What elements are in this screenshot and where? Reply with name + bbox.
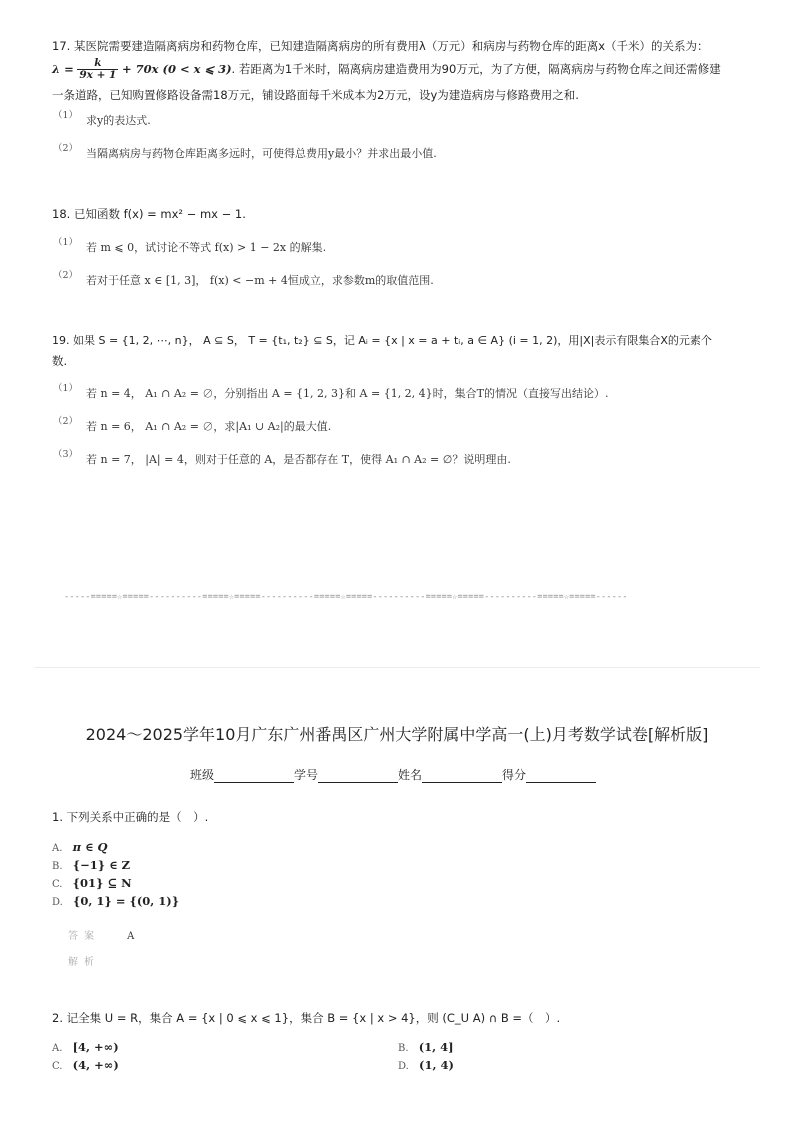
option-text: (1, 4) [419, 1058, 454, 1072]
q1-option-b [52, 854, 130, 873]
q19-sub1-num: （1） [53, 383, 79, 394]
q17-line2-rest: . 若距离为1千米时，隔离病房建造费用为90万元，为了方便，隔离病房与药物仓库之间还需修建 [231, 62, 721, 76]
answer-value: A [127, 931, 135, 942]
option-text: [4, +∞) [72, 1040, 119, 1054]
option-letter: A. [52, 843, 63, 854]
option-letter: B. [52, 861, 63, 872]
q2-option-d [398, 1054, 454, 1073]
q1-stem: 1. 下列关系中正确的是（ ）. [52, 810, 209, 824]
q19-sub3-num: （3） [53, 449, 79, 460]
q17-line1: 17. 某医院需要建造隔离病房和药物仓库，已知建造隔离病房的所有费用λ（万元）和病房与药物仓库的距离x（千米）的关系为： [52, 39, 709, 53]
q18-sub2-text: 若对于任意 x ∈ [1, 3]， f(x) < −m + 4恒成立，求参数m的取值范围. [86, 274, 434, 287]
exam-title: 2024～2025学年10月广东广州番禺区广州大学附属中学高一(上)月考数学试卷[解析版] [85, 725, 709, 744]
class-blank [214, 768, 294, 783]
q17-formula-rest: + 70x (0 < x ⩽ 3) [122, 62, 232, 76]
q2-option-b [398, 1036, 454, 1055]
q17-sub1-text: 求y的表达式. [86, 114, 151, 127]
q17-formula-lhs: λ = [52, 62, 74, 76]
q19-sub3-text: 若 n = 7， |A| = 4，则对于任意的 A，是否都存在 T，使得 A₁ ∩ A₂ = ∅？说明理由. [86, 453, 511, 466]
q17-formula-line [52, 58, 721, 81]
q18-sub1-text: 若 m ⩽ 0，试讨论不等式 f(x) > 1 − 2x 的解集. [86, 241, 327, 254]
q1-option-a [52, 836, 108, 855]
q17-sub1-num: （1） [53, 110, 79, 121]
q19-sub2-text: 若 n = 6， A₁ ∩ A₂ = ∅，求|A₁ ∪ A₂|的最大值. [86, 420, 332, 433]
option-text: π ∈ Q [72, 840, 108, 854]
option-letter: A. [52, 1043, 63, 1054]
q1-option-d [52, 890, 179, 909]
q19-sub1-text: 若 n = 4， A₁ ∩ A₂ = ∅，分别指出 A = {1, 2, 3}和 A = {1, 2, 4}时，集合T的情况（直接写出结论）. [86, 387, 609, 400]
option-text: {01} ⊆ N [72, 876, 132, 890]
option-letter: C. [52, 879, 63, 890]
q19-sub2-num: （2） [53, 416, 79, 427]
analysis-label: 解析 [68, 957, 100, 968]
q19-line1: 19. 如果 S = {1, 2, ⋯, n}， A ⊆ S， T = {t₁, t₂} ⊆ S，记 Aᵢ = {x | x = a + tᵢ, a ∈ A} (i = 1, 2)，用|X|表示有限集合X的元素个 [52, 334, 712, 347]
q17-frac-den: 9x + 1 [79, 69, 117, 81]
q17-frac-num: k [94, 57, 102, 69]
option-letter: D. [398, 1061, 409, 1072]
option-text: (4, +∞) [72, 1058, 119, 1072]
option-text: {0, 1} = {(0, 1)} [73, 894, 180, 908]
q2-stem: 2. 记全集 U = R，集合 A = {x | 0 ⩽ x ⩽ 1}，集合 B = {x | x > 4}，则 (C_U A) ∩ B =（ ）. [52, 1011, 561, 1025]
option-letter: C. [52, 1061, 63, 1072]
score-blank [526, 768, 596, 783]
q17-sub2-text: 当隔离病房与药物仓库距离多远时，可使得总费用y最小？并求出最小值. [86, 147, 437, 160]
student-info-line [190, 766, 596, 783]
q2-option-c [52, 1054, 119, 1073]
answer-label: 答案 [68, 931, 100, 942]
q18-sub1-num: （1） [53, 237, 79, 248]
option-text: (1, 4] [418, 1040, 454, 1054]
score-label: 得分 [502, 768, 527, 782]
name-label: 姓名 [398, 768, 423, 782]
option-letter: D. [52, 897, 63, 908]
q2-option-a [52, 1036, 119, 1055]
decorative-separator: -----=====☆=====----------=====☆=====----------=====☆=====----------=====☆=====----------=====☆=====------ [64, 592, 628, 602]
q1-answer-row [68, 924, 134, 943]
id-label: 学号 [294, 768, 319, 782]
q19-line2: 数. [52, 354, 68, 368]
q17-fraction [77, 58, 118, 81]
option-text: {−1} ∈ Z [72, 858, 131, 872]
id-blank [318, 768, 398, 783]
q18-sub2-num: （2） [53, 270, 79, 281]
name-blank [422, 768, 502, 783]
q1-option-c [52, 872, 132, 891]
q18-line1: 18. 已知函数 f(x) = mx² − mx − 1. [52, 207, 246, 221]
class-label: 班级 [190, 768, 215, 782]
q17-sub2-num: （2） [53, 143, 79, 154]
q17-line3: 一条道路，已知购置修路设备需18万元，铺设路面每千米成本为2万元，设y为建造病房与修路费用之和. [52, 88, 579, 102]
page-divider [34, 667, 760, 668]
q1-analysis-row [68, 950, 100, 969]
option-letter: B. [398, 1043, 409, 1054]
